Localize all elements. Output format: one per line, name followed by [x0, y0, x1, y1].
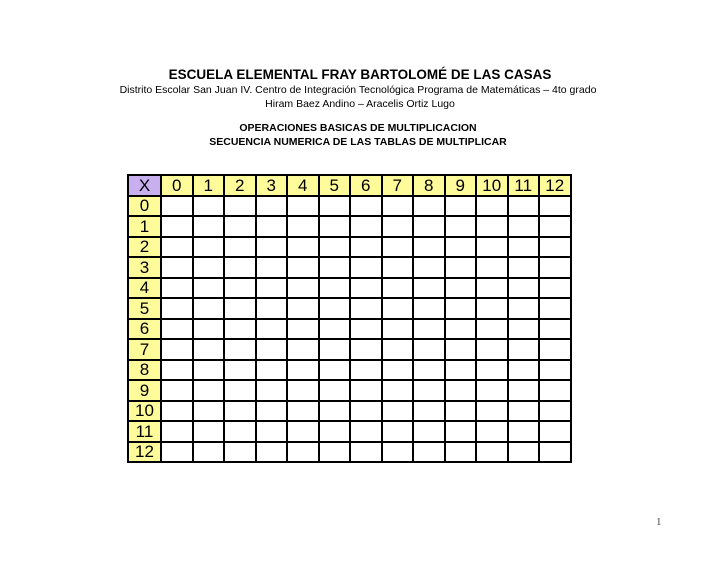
answer-cell[interactable] — [476, 339, 508, 360]
answer-cell[interactable] — [193, 319, 225, 340]
row-header: 2 — [128, 237, 161, 258]
column-header: 7 — [382, 175, 414, 196]
answer-cell[interactable] — [319, 442, 351, 463]
answer-cell[interactable] — [476, 216, 508, 237]
answer-cell[interactable] — [224, 442, 256, 463]
column-header: 0 — [161, 175, 193, 196]
answer-cell[interactable] — [508, 216, 540, 237]
answer-cell[interactable] — [445, 216, 477, 237]
answer-cell[interactable] — [193, 196, 225, 217]
answer-cell[interactable] — [413, 257, 445, 278]
column-header: 11 — [508, 175, 540, 196]
answer-cell[interactable] — [445, 298, 477, 319]
answer-cell[interactable] — [256, 216, 288, 237]
answer-cell[interactable] — [224, 278, 256, 299]
answer-cell[interactable] — [445, 421, 477, 442]
answer-cell[interactable] — [539, 196, 571, 217]
answer-cell[interactable] — [445, 442, 477, 463]
answer-cell[interactable] — [256, 196, 288, 217]
answer-cell[interactable] — [445, 319, 477, 340]
answer-cell[interactable] — [319, 196, 351, 217]
answer-cell[interactable] — [382, 298, 414, 319]
column-header: 3 — [256, 175, 288, 196]
answer-cell[interactable] — [413, 442, 445, 463]
answer-cell[interactable] — [319, 339, 351, 360]
answer-cell[interactable] — [445, 237, 477, 258]
answer-cell[interactable] — [319, 401, 351, 422]
answer-cell[interactable] — [539, 380, 571, 401]
row-header: 0 — [128, 196, 161, 217]
answer-cell[interactable] — [287, 442, 319, 463]
answer-cell[interactable] — [476, 278, 508, 299]
answer-cell[interactable] — [382, 216, 414, 237]
table-row — [128, 237, 571, 258]
answer-cell[interactable] — [413, 401, 445, 422]
answer-cell[interactable] — [224, 339, 256, 360]
answer-cell[interactable] — [476, 401, 508, 422]
row-header: 7 — [128, 339, 161, 360]
answer-cell[interactable] — [382, 237, 414, 258]
column-header: 4 — [287, 175, 319, 196]
answer-cell[interactable] — [256, 339, 288, 360]
answer-cell[interactable] — [256, 360, 288, 381]
answer-cell[interactable] — [445, 360, 477, 381]
row-header: 8 — [128, 360, 161, 381]
answer-cell[interactable] — [256, 380, 288, 401]
answer-cell[interactable] — [445, 196, 477, 217]
answer-cell[interactable] — [476, 421, 508, 442]
column-header: 8 — [413, 175, 445, 196]
answer-cell[interactable] — [508, 257, 540, 278]
answer-cell[interactable] — [508, 360, 540, 381]
table-row — [128, 401, 571, 422]
answer-cell[interactable] — [161, 380, 193, 401]
answer-cell[interactable] — [193, 401, 225, 422]
multiplication-table — [127, 174, 572, 463]
answer-cell[interactable] — [445, 380, 477, 401]
answer-cell[interactable] — [350, 278, 382, 299]
answer-cell[interactable] — [319, 216, 351, 237]
table-row — [128, 257, 571, 278]
answer-cell[interactable] — [413, 237, 445, 258]
answer-cell[interactable] — [539, 257, 571, 278]
page-number: 1 — [656, 516, 662, 528]
answer-cell[interactable] — [256, 298, 288, 319]
subtitle-line-2: Hiram Baez Andino – Aracelis Ortiz Lugo — [265, 98, 455, 110]
column-header: 10 — [476, 175, 508, 196]
answer-cell[interactable] — [193, 339, 225, 360]
answer-cell[interactable] — [508, 298, 540, 319]
answer-cell[interactable] — [350, 257, 382, 278]
answer-cell[interactable] — [161, 401, 193, 422]
answer-cell[interactable] — [539, 360, 571, 381]
answer-cell[interactable] — [539, 339, 571, 360]
answer-cell[interactable] — [350, 298, 382, 319]
answer-cell[interactable] — [193, 442, 225, 463]
column-header: 5 — [319, 175, 351, 196]
answer-cell[interactable] — [161, 421, 193, 442]
answer-cell[interactable] — [445, 401, 477, 422]
answer-cell[interactable] — [319, 380, 351, 401]
answer-cell[interactable] — [224, 360, 256, 381]
answer-cell[interactable] — [476, 237, 508, 258]
answer-cell[interactable] — [287, 278, 319, 299]
answer-cell[interactable] — [224, 298, 256, 319]
answer-cell[interactable] — [382, 278, 414, 299]
answer-cell[interactable] — [161, 257, 193, 278]
row-header: 10 — [128, 401, 161, 422]
answer-cell[interactable] — [508, 380, 540, 401]
answer-cell[interactable] — [350, 401, 382, 422]
answer-cell[interactable] — [161, 278, 193, 299]
table-row — [128, 339, 571, 360]
row-header: 12 — [128, 442, 161, 463]
document-title: ESCUELA ELEMENTAL FRAY BARTOLOMÉ DE LAS CASAS — [168, 67, 552, 82]
answer-cell[interactable] — [193, 278, 225, 299]
answer-cell[interactable] — [445, 257, 477, 278]
column-header: 12 — [539, 175, 571, 196]
answer-cell[interactable] — [319, 421, 351, 442]
row-header: 6 — [128, 319, 161, 340]
row-header: 11 — [128, 421, 161, 442]
answer-cell[interactable] — [413, 298, 445, 319]
subtitle-line-1: Distrito Escolar San Juan IV. Centro de Integración Tecnológica Programa de Matemáticas – 4to grado — [119, 84, 597, 96]
table-row — [128, 360, 571, 381]
table-row — [128, 216, 571, 237]
answer-cell[interactable] — [382, 319, 414, 340]
row-header: 9 — [128, 380, 161, 401]
answer-cell[interactable] — [476, 319, 508, 340]
answer-cell[interactable] — [382, 380, 414, 401]
answer-cell[interactable] — [287, 401, 319, 422]
answer-cell[interactable] — [256, 421, 288, 442]
answer-cell[interactable] — [224, 319, 256, 340]
answer-cell[interactable] — [287, 421, 319, 442]
answer-cell[interactable] — [476, 298, 508, 319]
answer-cell[interactable] — [287, 216, 319, 237]
answer-cell[interactable] — [413, 278, 445, 299]
answer-cell[interactable] — [193, 421, 225, 442]
table-row — [128, 442, 571, 463]
column-header: 2 — [224, 175, 256, 196]
answer-cell[interactable] — [224, 196, 256, 217]
answer-cell[interactable] — [508, 401, 540, 422]
answer-cell[interactable] — [476, 442, 508, 463]
answer-cell[interactable] — [287, 339, 319, 360]
row-header: 3 — [128, 257, 161, 278]
answer-cell[interactable] — [287, 298, 319, 319]
answer-cell[interactable] — [382, 360, 414, 381]
answer-cell[interactable] — [193, 380, 225, 401]
answer-cell[interactable] — [350, 216, 382, 237]
answer-cell[interactable] — [445, 339, 477, 360]
answer-cell[interactable] — [508, 421, 540, 442]
answer-cell[interactable] — [256, 319, 288, 340]
answer-cell[interactable] — [382, 339, 414, 360]
answer-cell[interactable] — [224, 216, 256, 237]
answer-cell[interactable] — [382, 196, 414, 217]
header-row — [128, 175, 571, 196]
answer-cell[interactable] — [382, 421, 414, 442]
answer-cell[interactable] — [287, 237, 319, 258]
answer-cell[interactable] — [539, 237, 571, 258]
answer-cell[interactable] — [350, 339, 382, 360]
answer-cell[interactable] — [161, 298, 193, 319]
answer-cell[interactable] — [161, 196, 193, 217]
answer-cell[interactable] — [161, 442, 193, 463]
answer-cell[interactable] — [382, 257, 414, 278]
row-header: 5 — [128, 298, 161, 319]
row-header: 1 — [128, 216, 161, 237]
column-header: 6 — [350, 175, 382, 196]
answer-cell[interactable] — [319, 298, 351, 319]
answer-cell[interactable] — [256, 257, 288, 278]
answer-cell[interactable] — [287, 360, 319, 381]
answer-cell[interactable] — [476, 360, 508, 381]
answer-cell[interactable] — [508, 196, 540, 217]
answer-cell[interactable] — [287, 196, 319, 217]
answer-cell[interactable] — [161, 216, 193, 237]
answer-cell[interactable] — [224, 257, 256, 278]
answer-cell[interactable] — [350, 196, 382, 217]
answer-cell[interactable] — [350, 442, 382, 463]
answer-cell[interactable] — [445, 278, 477, 299]
table-row — [128, 421, 571, 442]
answer-cell[interactable] — [476, 380, 508, 401]
table-row — [128, 278, 571, 299]
answer-cell[interactable] — [476, 257, 508, 278]
answer-cell[interactable] — [161, 360, 193, 381]
table-row — [128, 319, 571, 340]
answer-cell[interactable] — [287, 257, 319, 278]
answer-cell[interactable] — [193, 257, 225, 278]
answer-cell[interactable] — [382, 442, 414, 463]
answer-cell[interactable] — [508, 278, 540, 299]
answer-cell[interactable] — [539, 319, 571, 340]
column-header: 9 — [445, 175, 477, 196]
answer-cell[interactable] — [350, 237, 382, 258]
answer-cell[interactable] — [319, 360, 351, 381]
answer-cell[interactable] — [508, 339, 540, 360]
answer-cell[interactable] — [539, 442, 571, 463]
answer-cell[interactable] — [193, 237, 225, 258]
table-row — [128, 380, 571, 401]
answer-cell[interactable] — [287, 380, 319, 401]
row-header: 4 — [128, 278, 161, 299]
answer-cell[interactable] — [539, 216, 571, 237]
answer-cell[interactable] — [539, 298, 571, 319]
answer-cell[interactable] — [508, 319, 540, 340]
answer-cell[interactable] — [256, 401, 288, 422]
answer-cell[interactable] — [413, 421, 445, 442]
answer-cell[interactable] — [256, 442, 288, 463]
corner-cell: X — [128, 175, 161, 196]
answer-cell[interactable] — [350, 380, 382, 401]
answer-cell[interactable] — [287, 319, 319, 340]
answer-cell[interactable] — [161, 237, 193, 258]
answer-cell[interactable] — [508, 237, 540, 258]
answer-cell[interactable] — [193, 360, 225, 381]
answer-cell[interactable] — [319, 237, 351, 258]
answer-cell[interactable] — [161, 339, 193, 360]
answer-cell[interactable] — [319, 319, 351, 340]
answer-cell[interactable] — [193, 298, 225, 319]
answer-cell[interactable] — [382, 401, 414, 422]
answer-cell[interactable] — [476, 196, 508, 217]
answer-cell[interactable] — [319, 278, 351, 299]
answer-cell[interactable] — [539, 401, 571, 422]
column-header: 1 — [193, 175, 225, 196]
answer-cell[interactable] — [319, 257, 351, 278]
answer-cell[interactable] — [413, 360, 445, 381]
operation-subtitle: SECUENCIA NUMERICA DE LAS TABLAS DE MULTIPLICAR — [209, 136, 507, 148]
answer-cell[interactable] — [413, 216, 445, 237]
answer-cell[interactable] — [539, 421, 571, 442]
answer-cell[interactable] — [193, 216, 225, 237]
answer-cell[interactable] — [224, 380, 256, 401]
answer-cell[interactable] — [224, 421, 256, 442]
answer-cell[interactable] — [256, 237, 288, 258]
answer-cell[interactable] — [350, 319, 382, 340]
answer-cell[interactable] — [413, 196, 445, 217]
answer-cell[interactable] — [413, 339, 445, 360]
answer-cell[interactable] — [161, 319, 193, 340]
answer-cell[interactable] — [413, 380, 445, 401]
table-row — [128, 196, 571, 217]
answer-cell[interactable] — [413, 319, 445, 340]
answer-cell[interactable] — [539, 278, 571, 299]
answer-cell[interactable] — [508, 442, 540, 463]
answer-cell[interactable] — [350, 421, 382, 442]
answer-cell[interactable] — [350, 360, 382, 381]
table-row — [128, 298, 571, 319]
operation-title: OPERACIONES BASICAS DE MULTIPLICACION — [239, 122, 477, 134]
answer-cell[interactable] — [224, 401, 256, 422]
answer-cell[interactable] — [224, 237, 256, 258]
answer-cell[interactable] — [256, 278, 288, 299]
